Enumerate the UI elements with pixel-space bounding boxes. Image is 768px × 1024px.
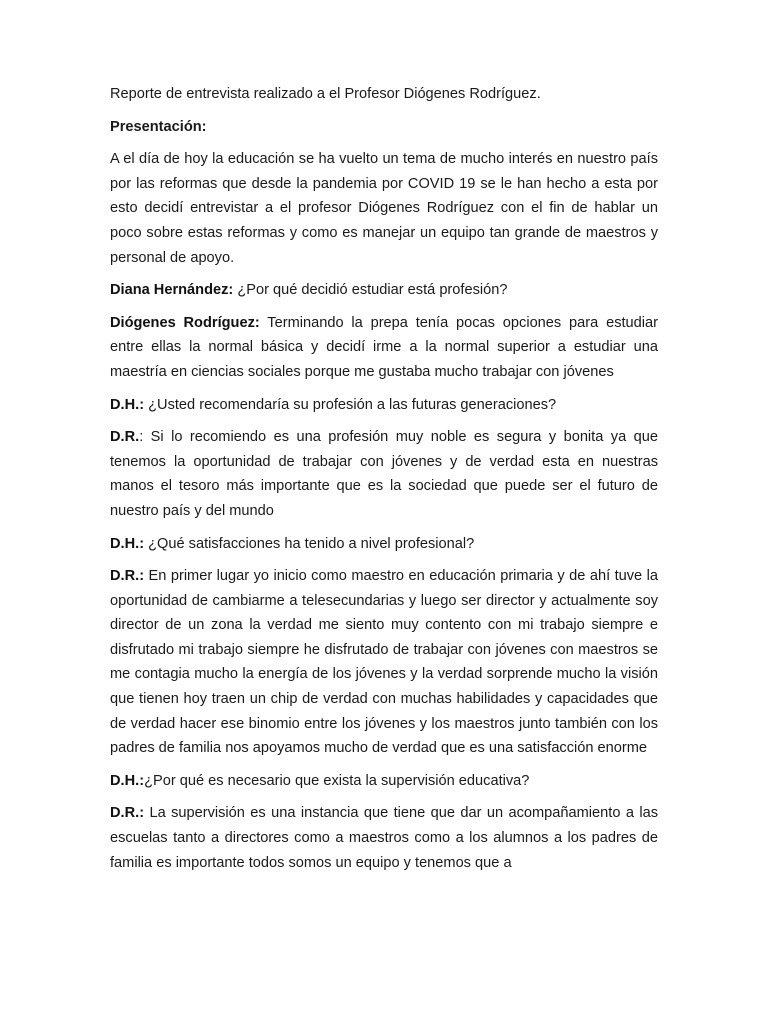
- qa-question-2: [110, 393, 658, 418]
- qa-question-4: [110, 769, 658, 794]
- speaker-label: D.R.:: [110, 568, 145, 585]
- speaker-label: Diógenes Rodríguez:: [110, 314, 260, 331]
- qa-answer-1: [110, 311, 658, 385]
- section-heading: Presentación:: [110, 118, 207, 135]
- question-text: ¿Por qué es necesario que exista la supervisión educativa?: [144, 772, 530, 789]
- qa-answer-4: [110, 801, 658, 875]
- answer-text: Terminando la prepa tenía pocas opciones para estudiar entre ellas la normal básica y decidí irme a la normal superior a estudiar una maestría en ciencias sociales porque me gustaba mucho trabajar con jóvenes: [110, 314, 658, 380]
- speaker-label: D.R.:: [110, 805, 145, 822]
- document-title: Reporte de entrevista realizado a el Profesor Diógenes Rodríguez.: [110, 86, 541, 102]
- speaker-label: D.H.:: [110, 772, 145, 789]
- answer-text: En primer lugar yo inicio como maestro en educación primaria y de ahí tuve la oportunidad de cambiarme a telesecundarias y luego ser director y actualmente soy director de un zona la verdad me siento muy contento con mi trabajo siempre e disfrutado mi trabajo siempre he disfrutado de trabajar con jóvenes con maestros se me contagia mucho la energía de los jóvenes y la verdad sorprende mucho la visión que tienen hoy traen un chip de verdad con muchas habilidades y capacidades que de verdad hacer ese binomio entre los jóvenes y los maestros junto también con los padres de familia nos apoyamos mucho de verdad que es una satisfacción enorme: [110, 568, 658, 757]
- intro-paragraph: A el día de hoy la educación se ha vuelto un tema de mucho interés en nuestro país por las reformas que desde la pandemia por COVID 19 se le han hecho a esta por esto decidí entrevistar a el profesor Diógenes Rodríguez con el fin de hablar un poco sobre estas reformas y como es manejar un equipo tan grande de maestros y personal de apoyo.: [110, 151, 658, 266]
- answer-text: : Si lo recomiendo es una profesión muy noble es segura y bonita ya que tenemos la oportunidad de trabajar con jóvenes y de verdad esta en nuestras manos el tesoro más importante que es la sociedad que puede ser el futuro de nuestro país y del mundo: [110, 429, 658, 519]
- speaker-label: D.R.: [110, 429, 140, 446]
- document-body: [110, 82, 658, 883]
- speaker-label: D.H.:: [110, 535, 145, 552]
- question-text: ¿Usted recomendaría su profesión a las futuras generaciones?: [144, 396, 557, 413]
- speaker-label: Diana Hernández:: [110, 282, 234, 299]
- question-text: ¿Por qué decidió estudiar está profesión?: [233, 282, 508, 299]
- question-text: ¿Qué satisfacciones ha tenido a nivel profesional?: [144, 535, 475, 552]
- qa-answer-3: [110, 564, 658, 761]
- qa-answer-2: [110, 425, 658, 523]
- qa-question-1: [110, 278, 658, 303]
- qa-question-3: [110, 532, 658, 557]
- speaker-label: D.H.:: [110, 396, 145, 413]
- answer-text: La supervisión es una instancia que tiene que dar un acompañamiento a las escuelas tanto a directores como a maestros como a los alumnos a los padres de familia es importante todos somos un equipo y tenemos que a: [110, 805, 658, 871]
